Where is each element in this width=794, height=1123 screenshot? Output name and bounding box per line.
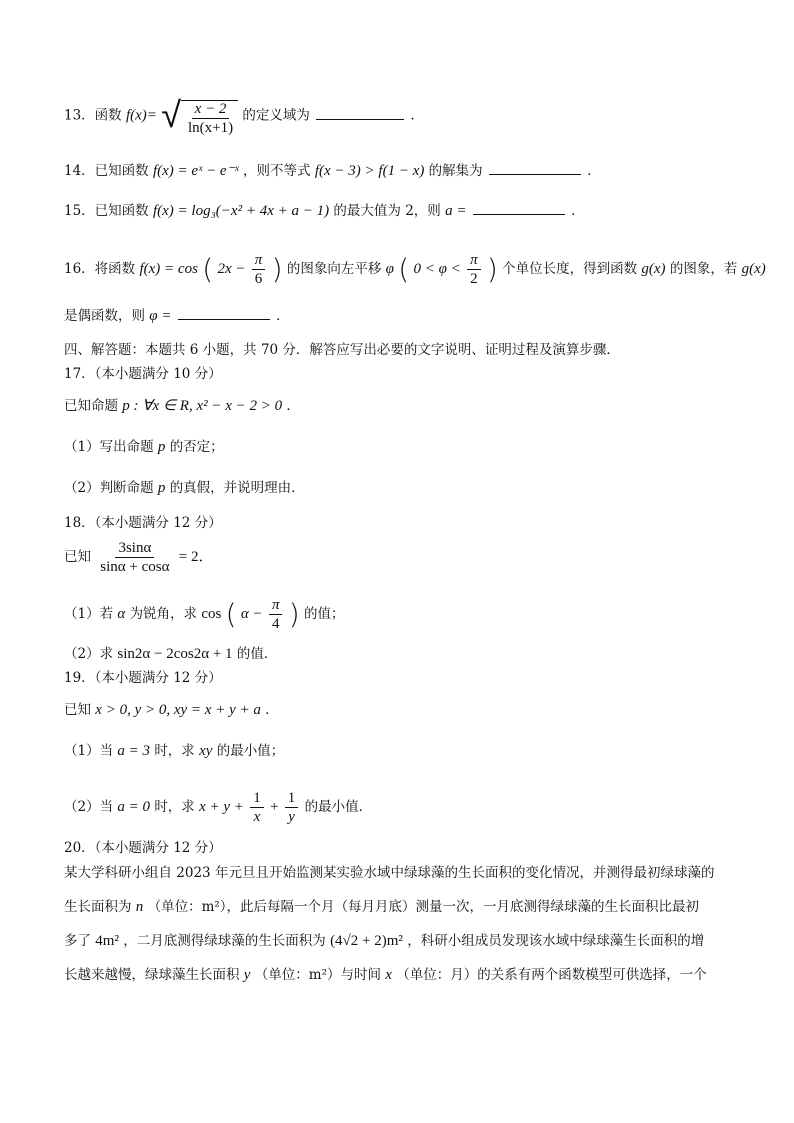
q17-p: p [157, 439, 166, 455]
q20-line4-a: 长越来越慢，绿球藻生长面积 [64, 967, 240, 983]
q18-part2-end: 的值． [236, 646, 278, 662]
q18-stem-text: 已知 [64, 549, 91, 565]
q20-title: 20．（本小题满分 12 分） [64, 840, 222, 856]
right-paren: ) [271, 252, 283, 286]
q17-p: p [157, 480, 166, 496]
q20-line3-a: 多了 [64, 933, 91, 949]
question-16 [64, 252, 766, 287]
q20-line4-b: （单位：m²）与时间 [254, 967, 381, 983]
q19-stem: 已知 x > 0, y > 0, xy = x + y + a ． [64, 702, 279, 718]
q14-text: ，则不等式 [243, 163, 311, 179]
q16-condition: 0 < φ < [413, 261, 461, 277]
left-paren: ( [398, 252, 410, 286]
left-paren: ( [225, 597, 237, 631]
q19-stem-math: x > 0, y > 0, xy = x + y + a [95, 702, 261, 718]
q18-stem [64, 540, 214, 575]
q14-text2: 的解集为 [428, 163, 483, 179]
q19-part2 [64, 790, 372, 825]
q13-denominator: ln(x+1) [187, 120, 234, 136]
pi-symbol: π [252, 252, 266, 270]
question-14 [64, 160, 601, 181]
q18-cos: cos [201, 606, 222, 622]
question-13 [64, 96, 424, 136]
q18-part1-text2: 为锐角，求 [129, 606, 198, 622]
q19-part1 [64, 741, 284, 761]
question-16-cont [64, 305, 290, 326]
q13-numerator: x − 2 [192, 101, 230, 119]
q14-answer-blank[interactable] [489, 160, 581, 175]
question-15 [64, 200, 585, 221]
q17-part1-end: 的否定； [169, 439, 224, 455]
q20-body [64, 856, 732, 992]
q18-equals: = 2． [178, 549, 214, 565]
q16-function: f(x) = cos [139, 261, 198, 277]
q19-part2-end: 的最小值． [304, 799, 373, 815]
q20-line3-c: ，科研小组成员发现该水域中绿球藻生长面积的增 [407, 933, 705, 949]
q16-inner: 2x − [217, 261, 246, 277]
section-heading: 四、解答题：本题共 6 小题，共 70 分．解答应写出必要的文字说明、证明过程及演算步骤． [64, 342, 620, 358]
q18-alpha: α [117, 606, 126, 622]
q16-number: 16．将函数 [64, 261, 136, 277]
q16-end: ． [276, 308, 290, 324]
q13-function: f(x)= [125, 107, 157, 124]
pi-symbol: π [467, 252, 481, 270]
q17-part2-text: （2）判断命题 [64, 480, 154, 496]
denominator-y: y [288, 809, 295, 825]
q20-line1: 某大学科研小组自 2023 年元旦且开始监测某实验水域中绿球藻的生长面积的变化情况，并测得最初绿球藻的 [64, 865, 715, 881]
q19-a3: a = 3 [117, 743, 151, 759]
q13-sqrt [161, 96, 238, 136]
q16-phi: φ [385, 261, 394, 277]
denominator-2: 2 [470, 271, 478, 287]
q18-numerator: 3sinα [115, 540, 154, 558]
numerator-1: 1 [285, 790, 299, 808]
q18-part2 [64, 644, 277, 664]
numerator-1: 1 [250, 790, 264, 808]
q17-part2-end: 的真假，并说明理由． [169, 480, 305, 496]
q19-xy: xy [199, 743, 213, 759]
q16-text2: 个单位长度，得到函数 [502, 261, 638, 277]
q18-denominator: sinα + cosα [100, 559, 170, 575]
q15-function: f(x) = log₃(−x² + 4x + a − 1) [152, 203, 330, 219]
q20-line3-b: ，二月底测得绿球藻的生长面积为 [123, 933, 326, 949]
q13-text: 的定义域为 [242, 107, 310, 124]
q13-fraction [185, 101, 236, 136]
q15-number: 15．已知函数 [64, 203, 149, 219]
q19-part2-text2: 时，求 [154, 799, 195, 815]
q20-line2 [64, 890, 732, 924]
q20-x: x [385, 967, 392, 983]
q18-title: 18．（本小题满分 12 分） [64, 515, 222, 531]
q16-g: g(x) [641, 261, 666, 277]
q16-text1: 的图象向左平移 [286, 261, 382, 277]
q18-part1-end: 的值； [303, 606, 345, 622]
q17-part2 [64, 478, 305, 498]
q15-text: 的最大值为 2，则 [333, 203, 441, 219]
q19-title: 19．（本小题满分 12 分） [64, 670, 222, 686]
q20-4m2: 4m² [95, 933, 119, 949]
q17-stem-text: 已知命题 [64, 398, 118, 414]
q15-answer-blank[interactable] [473, 200, 565, 215]
q18-part2-text: （2）求 [64, 646, 114, 662]
left-paren: ( [202, 252, 214, 286]
q20-line2-a: 生长面积为 [64, 899, 132, 915]
q20-line4-c: （单位：月）的关系有两个函数模型可供选择，一个 [396, 967, 707, 983]
q16-pi-over-2 [467, 252, 481, 287]
q16-line2: 是偶函数，则 [64, 308, 145, 324]
q13-number: 13．函数 [64, 107, 122, 124]
q17-part1 [64, 437, 224, 457]
q18-expression: sin2α − 2cos2α + 1 [117, 646, 233, 662]
pi-symbol: π [269, 597, 283, 615]
q20-y: y [243, 967, 251, 983]
q14-number: 14．已知函数 [64, 163, 149, 179]
q18-part1-text: （1）若 [64, 606, 114, 622]
q18-alpha-minus: α − [240, 606, 263, 622]
right-paren: ) [288, 597, 300, 631]
right-paren: ) [486, 252, 498, 286]
q20-expression: (4√2 + 2)m² [330, 933, 403, 949]
q19-stem-text: 已知 [64, 702, 91, 718]
radical-sign: √ [161, 95, 181, 136]
q20-n: n [135, 899, 144, 915]
q18-part1 [64, 597, 344, 632]
q13-answer-blank[interactable] [316, 105, 404, 120]
q17-stem-math: p : ∀x ∈ R, x² − x − 2 > 0 [122, 398, 283, 414]
q19-x-plus-y: x + y + [199, 799, 244, 815]
q20-line3 [64, 924, 732, 958]
q16-answer-blank[interactable] [178, 305, 270, 320]
q14-function: f(x) = eˣ − e⁻ˣ [152, 163, 239, 179]
denominator-6: 6 [254, 271, 263, 287]
q20-line4 [64, 958, 732, 992]
q17-part1-text: （1）写出命题 [64, 439, 154, 455]
q19-part2-text: （2）当 [64, 799, 114, 815]
q16-pi-over-6 [252, 252, 266, 287]
denominator-x: x [253, 809, 261, 825]
q17-stem: 已知命题 p : ∀x ∈ R, x² − x − 2 > 0 ． [64, 398, 300, 414]
q18-pi-over-4 [269, 597, 283, 632]
q16-g2: g(x) [741, 261, 766, 277]
q19-one-over-y [285, 790, 299, 825]
plus-sign: + [270, 799, 279, 815]
q15-variable: a = [445, 203, 467, 219]
q20-line2-b: （单位：m²），此后每隔一个月（每月月底）测量一次，一月底测得绿球藻的生长面积比最初 [147, 899, 700, 915]
q19-part1-text: （1）当 [64, 743, 114, 759]
denominator-4: 4 [271, 616, 280, 632]
q19-part1-end: 的最小值； [216, 743, 285, 759]
q19-a0: a = 0 [117, 799, 151, 815]
q15-end: ． [571, 203, 585, 219]
q16-text3: 的图象，若 [669, 261, 738, 277]
q19-part1-text2: 时，求 [154, 743, 195, 759]
q17-title: 17．（本小题满分 10 分） [64, 366, 222, 382]
q13-end: ． [410, 107, 424, 124]
q19-one-over-x [250, 790, 264, 825]
q14-inequality: f(x − 3) > f(1 − x) [314, 163, 425, 179]
q18-fraction [97, 540, 172, 575]
q16-phi-eq: φ = [149, 308, 172, 324]
q14-end: ． [587, 163, 601, 179]
